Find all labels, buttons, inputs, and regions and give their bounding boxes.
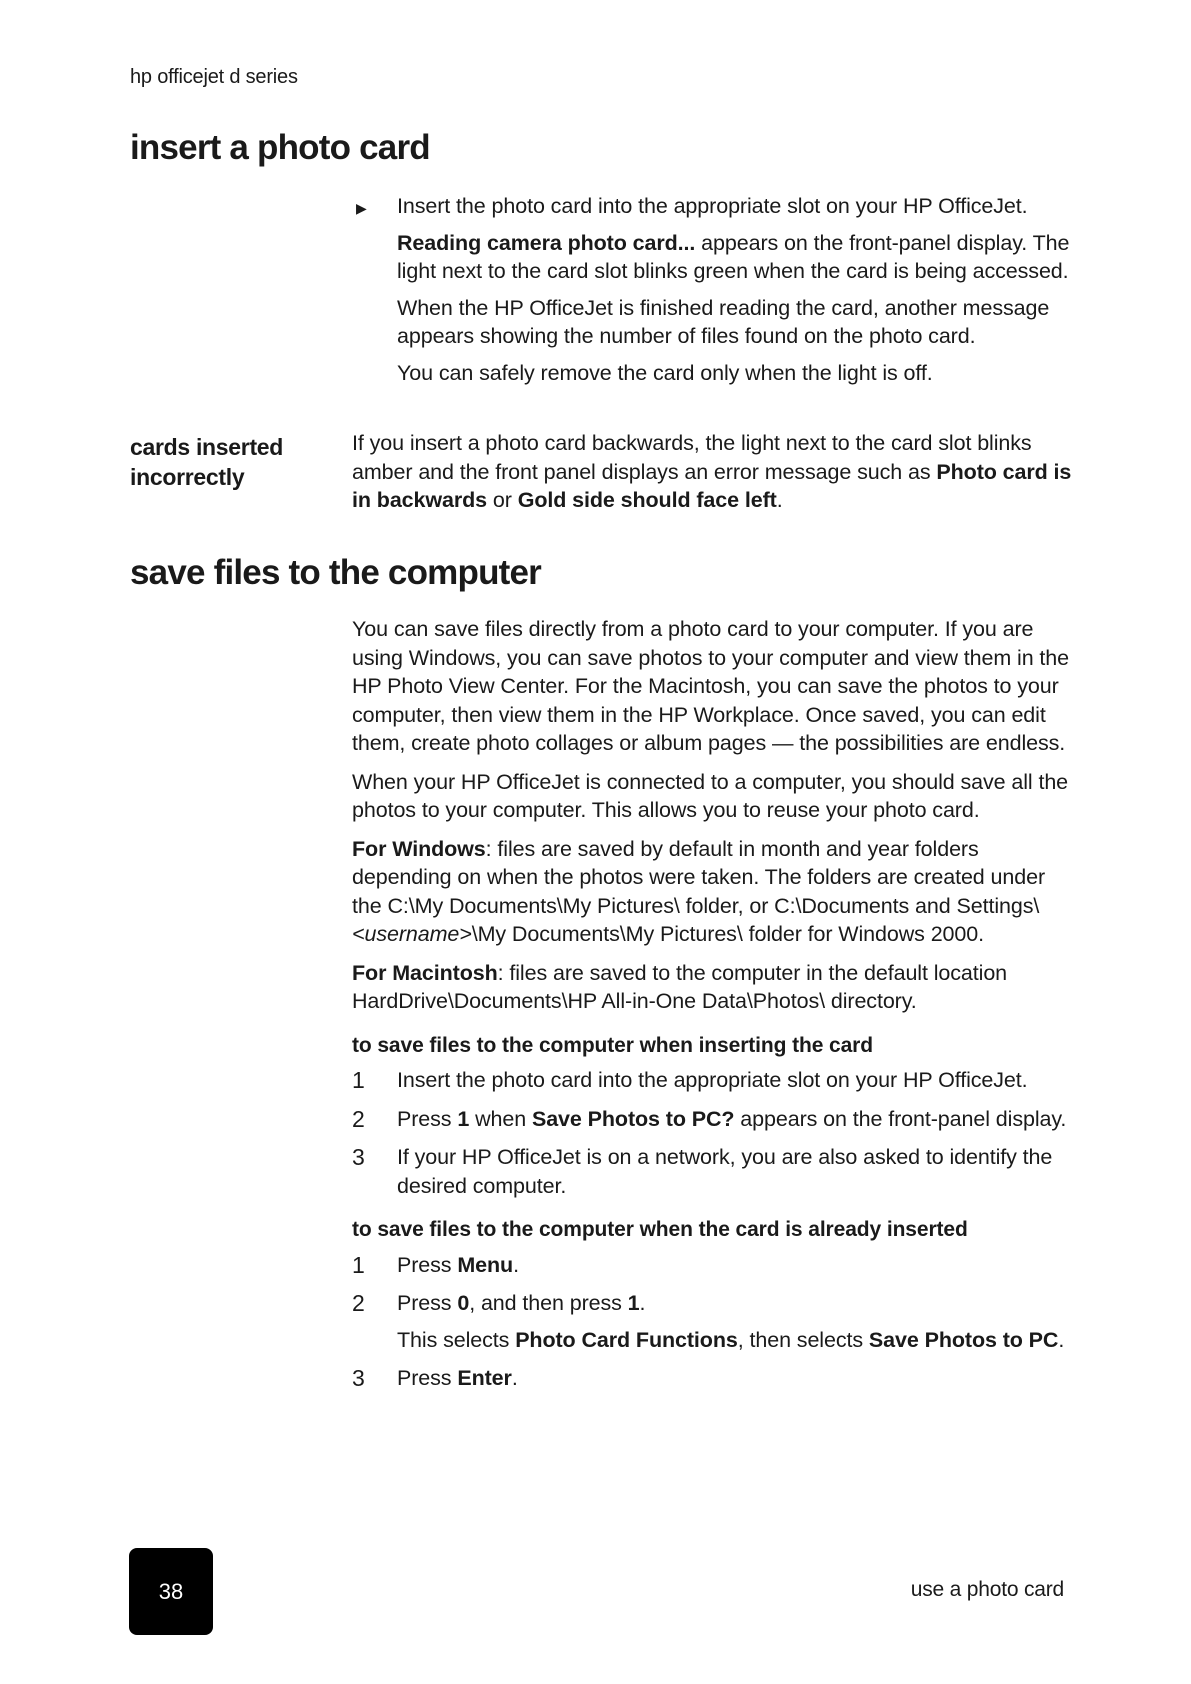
proc1-step-2-c: appears on the front-panel display. bbox=[734, 1106, 1067, 1131]
proc2-step-1 bbox=[352, 1251, 1072, 1280]
reading-message-bold: Reading camera photo card... bbox=[397, 230, 696, 255]
proc2-step-2-text bbox=[397, 1289, 1072, 1318]
proc2-step-2-note bbox=[397, 1326, 1072, 1355]
windows-paragraph bbox=[352, 835, 1072, 949]
note-b: , then selects bbox=[737, 1327, 869, 1352]
proc2-step-3-a: Press bbox=[397, 1366, 458, 1390]
proc1-step-3-text: If your HP OfficeJet is on a network, you are also asked to identify the desired computer. bbox=[397, 1145, 1053, 1198]
triangle-bullet-icon: ▶ bbox=[356, 200, 367, 216]
error-message-gold-side: Gold side should face left bbox=[517, 488, 777, 512]
step-number: 1 bbox=[352, 1067, 365, 1093]
photo-card-functions: Photo Card Functions bbox=[515, 1327, 738, 1352]
running-head: hp officejet d series bbox=[130, 66, 298, 88]
proc2-step-1-a: Press bbox=[397, 1252, 458, 1277]
mac-label: For Macintosh bbox=[352, 960, 498, 985]
cards-incorrect-body bbox=[352, 429, 1072, 525]
procedure-heading-already-inserted: to save files to the computer when the card is already inserted bbox=[352, 1218, 968, 1241]
proc2-step-2-b: , and then press bbox=[469, 1291, 628, 1315]
step-number: 2 bbox=[352, 1290, 365, 1316]
error-message-backwards: Photo card is in backwards bbox=[352, 459, 1072, 512]
cards-incorrect-text-1: If you insert a photo card backwards, the light next to the card slot blinks amber and the front panel displays an error message such as bbox=[352, 431, 1032, 484]
key-1: 1 bbox=[457, 1106, 470, 1131]
proc2-step-2-c: . bbox=[639, 1291, 646, 1315]
key-0: 0 bbox=[457, 1291, 470, 1315]
key-enter: Enter bbox=[457, 1366, 512, 1390]
reading-message bbox=[397, 229, 1072, 286]
cards-incorrect-text bbox=[352, 429, 1072, 515]
mac-paragraph bbox=[352, 959, 1072, 1016]
save-files-body bbox=[352, 615, 1072, 1403]
windows-text-2: \My Documents\My Pictures\ folder for Windows 2000. bbox=[471, 922, 984, 946]
cards-incorrect-text-3: . bbox=[776, 488, 783, 512]
procedure-heading-inserting: to save files to the computer when inserting the card bbox=[352, 1033, 873, 1057]
remove-card-text: You can safely remove the card only when the light is off. bbox=[397, 360, 933, 385]
windows-text-1: : files are saved by default in month and year folders depending on when the photos were taken. The folders are created under the C:\My Documents\My Pictures\ folder, or C:\Documents and Settings\ bbox=[352, 836, 1046, 918]
save-photos-prompt: Save Photos to PC? bbox=[531, 1106, 735, 1131]
finished-reading-text: When the HP OfficeJet is finished reading the card, another message appears showing the number of files found on the photo card. bbox=[397, 295, 1050, 348]
insert-card-body bbox=[352, 192, 1072, 397]
proc2-step-3-b: . bbox=[511, 1366, 518, 1390]
step-number: 3 bbox=[352, 1365, 365, 1391]
proc1-step-1 bbox=[352, 1066, 1072, 1095]
reading-message-rest: appears on the front-panel display. The light next to the card slot blinks green when the card is being accessed. bbox=[397, 230, 1070, 283]
step-number: 1 bbox=[352, 1251, 365, 1278]
proc2-step-1-b: . bbox=[513, 1252, 519, 1277]
save-files-intro: You can save files directly from a photo card to your computer. If you are using Windows, you can save photos to your computer and view them in the HP Photo View Center. For the Macintosh, you can save the photos to your computer, then view them in the HP Workplace. Once saved, you can edit them, create photo collages or album pages — the possibilities are endless. bbox=[352, 617, 1070, 755]
section-title-save-files: save files to the computer bbox=[130, 553, 541, 592]
proc1-step-3 bbox=[352, 1143, 1072, 1200]
step-number: 2 bbox=[352, 1105, 365, 1132]
proc2-step-3-text bbox=[397, 1364, 1072, 1393]
save-photos-to-pc: Save Photos to PC bbox=[868, 1327, 1059, 1352]
mac-text: : files are saved to the computer in the default location HardDrive\Documents\HP All-in-One Data\Photos\ directory. bbox=[352, 960, 1008, 1013]
note-a: This selects bbox=[397, 1327, 516, 1352]
windows-label: For Windows bbox=[352, 836, 486, 861]
proc1-step-1-text: Insert the photo card into the appropriate slot on your HP OfficeJet. bbox=[397, 1068, 1028, 1092]
windows-username: <username> bbox=[352, 922, 472, 946]
proc2-step-3 bbox=[352, 1364, 1072, 1393]
proc2-step-1-text bbox=[397, 1251, 1072, 1280]
connected-text: When your HP OfficeJet is connected to a computer, you should save all the photos to your computer. This allows you to reuse your photo card. bbox=[352, 769, 1069, 822]
side-heading-cards-incorrect: cards inserted incorrectly bbox=[130, 434, 284, 490]
key-menu: Menu bbox=[457, 1252, 514, 1277]
insert-step-text: Insert the photo card into the appropriate slot on your HP OfficeJet. bbox=[397, 194, 1028, 218]
proc1-step-2 bbox=[352, 1105, 1072, 1134]
proc2-step-2-a: Press bbox=[397, 1291, 458, 1315]
section-title-insert-photo-card: insert a photo card bbox=[130, 128, 430, 167]
insert-step bbox=[352, 192, 1072, 387]
proc1-step-2-a: Press bbox=[397, 1106, 458, 1131]
key-1: 1 bbox=[627, 1291, 640, 1315]
note-c: . bbox=[1058, 1327, 1065, 1352]
page-number: 38 bbox=[158, 1578, 184, 1604]
cards-incorrect-text-2: or bbox=[487, 488, 518, 512]
proc2-step-2 bbox=[352, 1289, 1072, 1354]
page-number-box bbox=[129, 1548, 213, 1635]
proc1-step-2-b: when bbox=[469, 1106, 532, 1131]
footer-chapter: use a photo card bbox=[910, 1578, 1064, 1601]
proc1-step-2-text bbox=[397, 1105, 1072, 1134]
step-number: 3 bbox=[352, 1144, 365, 1170]
